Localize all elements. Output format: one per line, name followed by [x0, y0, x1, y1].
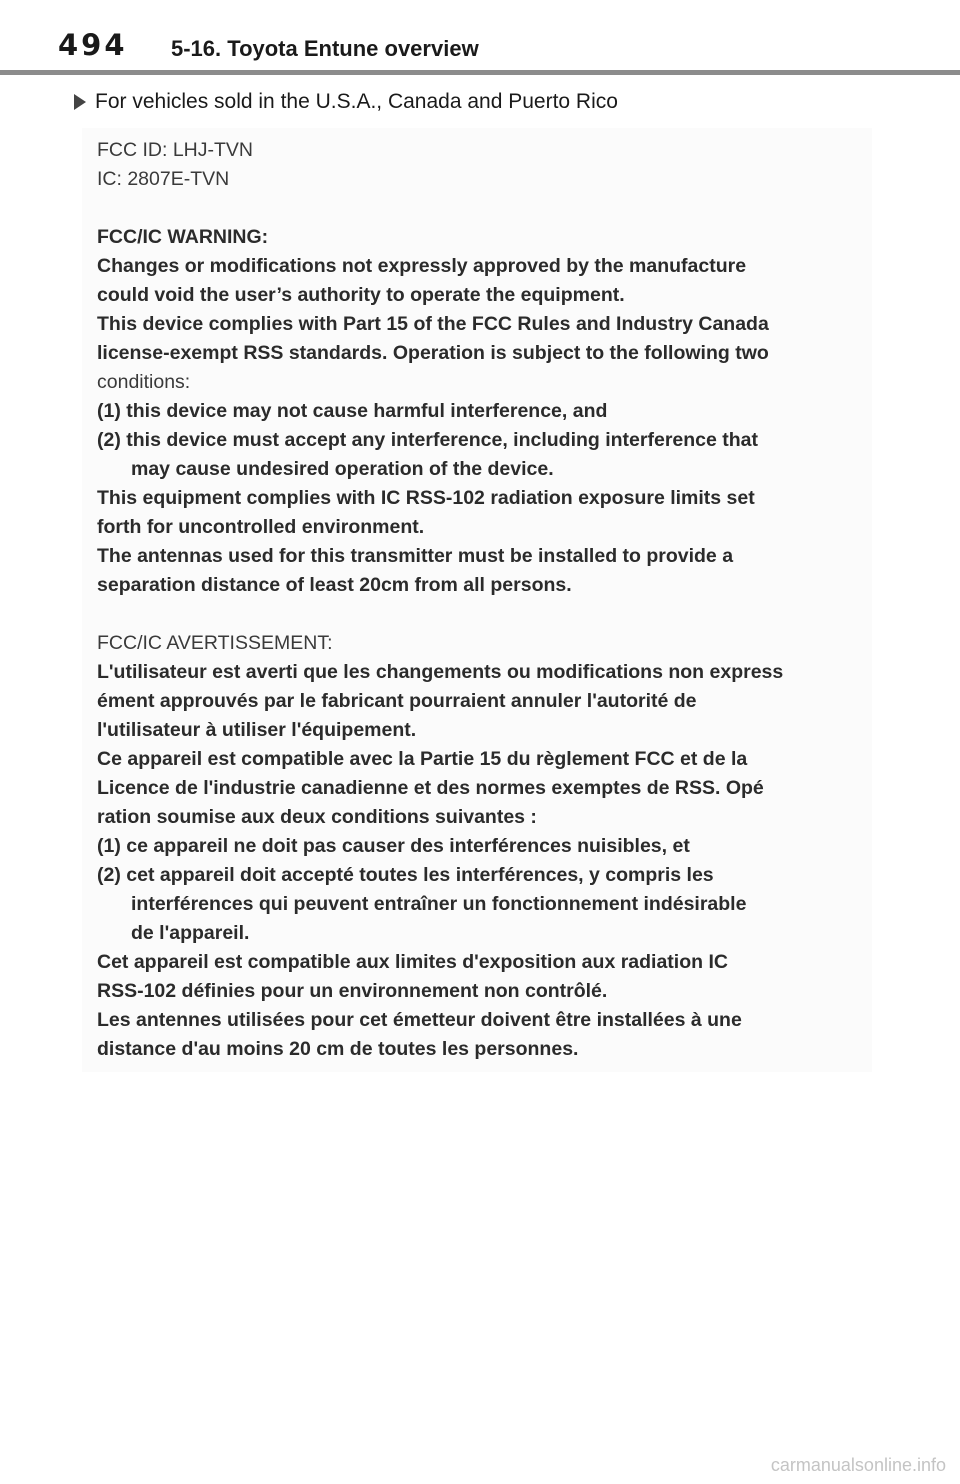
english-warning-title: FCC/IC WARNING: — [97, 226, 269, 248]
french-warning-line: distance d'au moins 20 cm de toutes les personnes. — [97, 1038, 579, 1060]
english-warning-line: The antennas used for this transmitter must be installed to provide a — [97, 545, 734, 567]
english-warning-line: forth for uncontrolled environment. — [97, 516, 425, 538]
triangle-bullet-icon — [74, 94, 86, 110]
sub-heading-text: For vehicles sold in the U.S.A., Canada and Puerto Rico — [95, 90, 618, 113]
french-warning-line: l'utilisateur à utiliser l'équipement. — [97, 719, 417, 741]
english-warning-line: could void the user’s authority to operate the equipment. — [97, 284, 625, 306]
ic-id: IC: 2807E-TVN — [97, 168, 230, 190]
english-warning-line: may cause undesired operation of the device. — [131, 458, 554, 480]
english-warning-line: This device complies with Part 15 of the FCC Rules and Industry Canada — [97, 313, 769, 335]
section-title: 5-16. Toyota Entune overview — [171, 36, 479, 61]
french-warning-line: Licence de l'industrie canadienne et des normes exemptes de RSS. Opé — [97, 777, 764, 799]
french-warning-line: L'utilisateur est averti que les changements ou modifications non express — [97, 661, 784, 683]
watermark: carmanualsonline.info — [770, 1455, 946, 1475]
french-warning-line: (1) ce appareil ne doit pas causer des interférences nuisibles, et — [97, 835, 690, 857]
french-warning-title: FCC/IC AVERTISSEMENT: — [97, 632, 333, 654]
french-warning-line: Les antennes utilisées pour cet émetteur doivent être installées à une — [97, 1009, 742, 1031]
french-warning-line: interférences qui peuvent entraîner un fonctionnement indésirable — [131, 893, 747, 915]
french-warning-line: RSS-102 définies pour un environnement non contrôlé. — [97, 980, 608, 1002]
french-warning-line: ration soumise aux deux conditions suivantes : — [97, 806, 537, 828]
english-warning-line: (1) this device may not cause harmful interference, and — [97, 400, 608, 422]
french-warning-line: (2) cet appareil doit accepté toutes les interférences, y compris les — [97, 864, 714, 886]
english-warning-line: Changes or modifications not expressly approved by the manufacture — [97, 255, 747, 277]
header-divider — [0, 70, 960, 75]
french-warning-line: ément approuvés par le fabricant pourraient annuler l'autorité de — [97, 690, 697, 712]
english-warning-line: This equipment complies with IC RSS-102 radiation exposure limits set — [97, 487, 755, 509]
french-warning-line: Cet appareil est compatible aux limites d'exposition aux radiation IC — [97, 951, 728, 973]
english-warning-line: (2) this device must accept any interference, including interference that — [97, 429, 759, 451]
regulatory-label-text — [97, 136, 867, 1064]
english-warning-line: license-exempt RSS standards. Operation is subject to the following two — [97, 342, 769, 364]
english-warning-line: conditions: — [97, 371, 191, 393]
page-header — [0, 0, 960, 76]
page-number: 494 — [58, 28, 128, 62]
fcc-id: FCC ID: LHJ-TVN — [97, 139, 253, 161]
french-warning-line: de l'appareil. — [131, 922, 250, 944]
english-warning-line: separation distance of least 20cm from all persons. — [97, 574, 572, 596]
french-warning-line: Ce appareil est compatible avec la Partie 15 du règlement FCC et de la — [97, 748, 748, 770]
sub-heading — [74, 90, 618, 114]
